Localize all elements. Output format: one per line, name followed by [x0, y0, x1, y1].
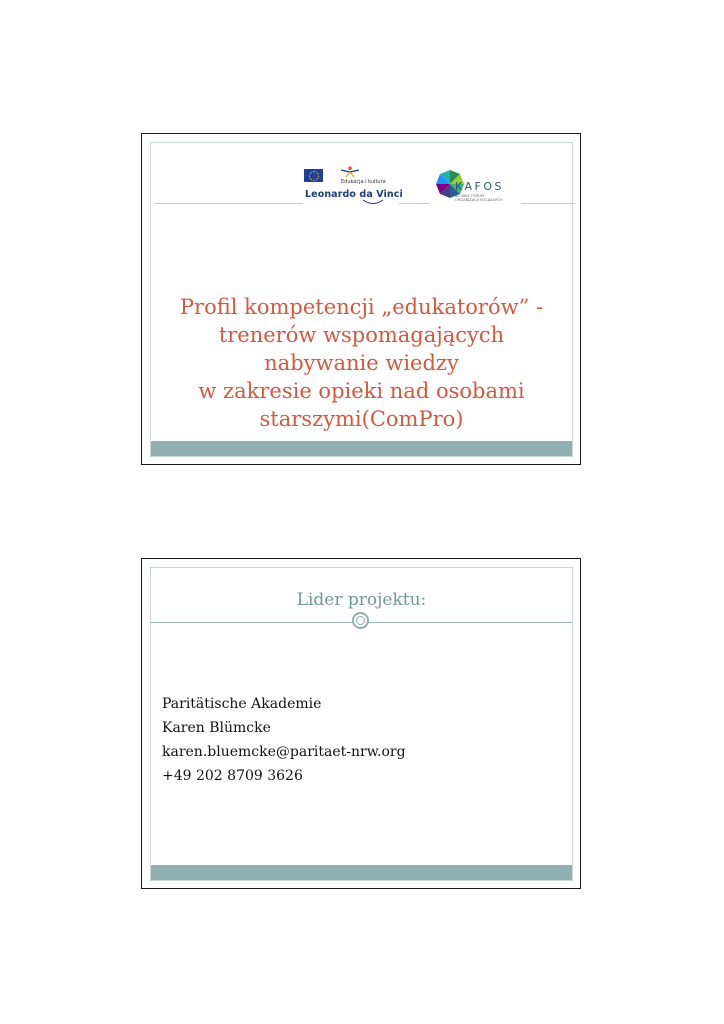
- leonardo-figure-icon: [340, 166, 360, 178]
- title-line-3: nabywanie wiedzy: [264, 351, 459, 375]
- logo-rule-middle: [399, 203, 429, 204]
- slide-2-frame: [150, 567, 573, 881]
- contact-email: karen.bluemcke@paritaet-nrw.org: [162, 744, 406, 760]
- slide-1-title: [151, 293, 572, 433]
- kafos-subtitle-line-2: ORGANIZACJI SOCJALNYCH: [455, 198, 503, 202]
- logo-rule-right: [521, 203, 575, 204]
- kafos-subtitle: [455, 194, 503, 202]
- slide-1-bottom-bar: [151, 441, 572, 456]
- slide-1: [141, 133, 581, 465]
- contact-block: [162, 692, 406, 788]
- leonardo-arc-icon: [362, 198, 384, 206]
- contact-organization: Paritätische Akademie: [162, 696, 322, 712]
- slide-1-frame: [150, 142, 573, 457]
- title-line-4: w zakresie opieki nad osobami: [198, 379, 525, 403]
- leonardo-name: Leonardo da Vinci: [305, 189, 403, 200]
- slide-2-bottom-bar: [151, 865, 572, 880]
- contact-phone: +49 202 8709 3626: [162, 768, 303, 784]
- logo-rule-left: [155, 203, 303, 204]
- contact-person: Karen Blümcke: [162, 720, 271, 736]
- slide-2: [141, 558, 581, 889]
- eu-flag-icon: [304, 169, 323, 182]
- leonardo-subtitle: Edukacja i kultura: [341, 179, 386, 185]
- slide-2-title: Lider projektu:: [296, 590, 427, 610]
- kafos-subtitle-line-1: ŚLĄSKIE FORUM: [455, 194, 484, 198]
- title-line-5: starszymi(ComPro): [259, 407, 464, 431]
- ring-ornament-icon: [352, 612, 369, 629]
- kafos-name: KAFOS: [455, 180, 505, 193]
- leonardo-da-vinci-logo: [304, 166, 403, 210]
- title-line-1: Profil kompetencji „edukatorów” -: [179, 295, 544, 319]
- title-line-2: trenerów wspomagających: [218, 323, 505, 347]
- kafos-logo: [433, 168, 519, 208]
